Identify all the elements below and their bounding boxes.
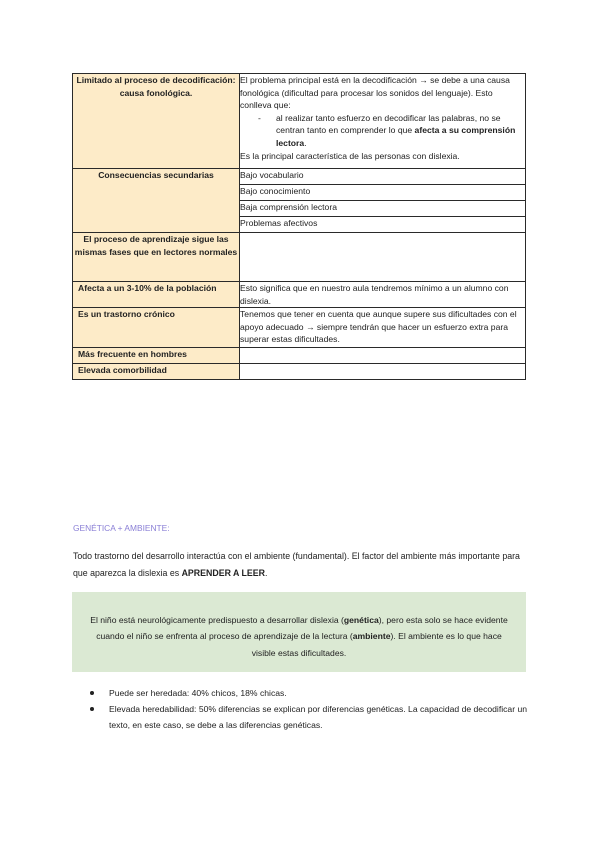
table-row bbox=[73, 169, 526, 185]
list-item: Elevada heredabilidad: 50% diferencias se explican por diferencias genéticas. La capacidad de decodificar un texto, en este caso, se debe a las diferencias genéticas. bbox=[73, 701, 533, 733]
intro-text: Todo trastorno del desarrollo interactúa con el ambiente (fundamental). El factor del ambiente más importante para que aparezca la dislexia es bbox=[73, 551, 520, 578]
row-value bbox=[240, 74, 526, 169]
sub-list bbox=[240, 112, 525, 150]
sub-list-item bbox=[258, 112, 525, 150]
row-value bbox=[240, 217, 526, 233]
row-label-text: Es un trastorno crónico bbox=[78, 309, 175, 320]
row-value-text: Baja comprensión lectora bbox=[240, 202, 337, 212]
row-label bbox=[73, 364, 240, 380]
row-value bbox=[240, 169, 526, 185]
table-row bbox=[73, 233, 526, 282]
row-label bbox=[73, 308, 240, 348]
row-label-text: Afecta a un 3-10% de la población bbox=[78, 283, 217, 293]
row-label bbox=[73, 233, 240, 282]
row-value-text: Esto significa que en nuestro aula tendremos mínimo a un alumno con dislexia. bbox=[240, 283, 509, 306]
sub-item-text: al realizar tanto esfuerzo en decodificar las palabras, no se centran tanto en comprender lo que bbox=[276, 112, 501, 136]
row-label bbox=[73, 348, 240, 364]
callout-text-3: ). El ambiente es lo que hace visible estas dificultades. bbox=[251, 631, 502, 658]
intro-tail: . bbox=[264, 567, 268, 578]
row-label bbox=[73, 169, 240, 233]
row-label-text: Elevada comorbilidad bbox=[78, 365, 167, 376]
row-value bbox=[240, 201, 526, 217]
row-value bbox=[240, 348, 526, 364]
table-row bbox=[73, 282, 526, 308]
row-value bbox=[240, 364, 526, 380]
row-value bbox=[240, 282, 526, 308]
row-label-text: Más frecuente en hombres bbox=[78, 349, 187, 360]
callout-bold-genetica: genética bbox=[343, 615, 379, 625]
row-label-text: El proceso de aprendizaje sigue las mismas fases que en lectores normales bbox=[74, 234, 238, 257]
row-value bbox=[240, 308, 526, 348]
row-value-text: Problemas afectivos bbox=[240, 218, 318, 228]
callout-text: El niño está neurológicamente predispuesto a desarrollar dislexia ( bbox=[90, 615, 344, 625]
table-row bbox=[73, 348, 526, 364]
row-value-text: Bajo conocimiento bbox=[240, 186, 311, 196]
row-label-text: Consecuencias secundarias bbox=[98, 170, 214, 180]
sub-item-tail: . bbox=[304, 137, 307, 148]
row-value-text: El problema principal está en la decodificación → se debe a una causa fonológica (dificultad para procesar los sonidos del lenguaje). Esto conlleva que: bbox=[240, 75, 510, 111]
intro-paragraph bbox=[73, 548, 533, 581]
section-title: GENÉTICA + AMBIENTE: bbox=[73, 523, 170, 533]
dyslexia-characteristics-table bbox=[72, 73, 526, 380]
row-value bbox=[240, 185, 526, 201]
callout-bold-ambiente: ambiente bbox=[352, 631, 391, 642]
row-label-text: Limitado al proceso de decodificación: causa fonológica. bbox=[76, 75, 236, 98]
table-row bbox=[73, 364, 526, 380]
list-item: Puede ser heredada: 40% chicos, 18% chicas. bbox=[73, 685, 533, 701]
row-value-text-2: Es la principal característica de las personas con dislexia. bbox=[240, 150, 460, 161]
table-row bbox=[73, 74, 526, 169]
callout-box bbox=[72, 592, 526, 672]
sub-item-bold: afecta a su comprensión lectora bbox=[276, 125, 516, 148]
intro-bold: APRENDER A LEER bbox=[181, 567, 265, 578]
row-value-text: Tenemos que tener en cuenta que aunque supere sus dificultades con el apoyo adecuado → siempre tendrán que hacer un esfuerzo extra para superar estas dificultades. bbox=[240, 309, 517, 345]
row-value bbox=[240, 233, 526, 282]
bullet-list bbox=[73, 685, 533, 733]
row-label bbox=[73, 282, 240, 308]
row-value-text: Bajo vocabulario bbox=[240, 170, 304, 180]
table-row bbox=[73, 308, 526, 348]
row-label bbox=[73, 74, 240, 169]
callout-text-2: ), pero esta solo se hace evidente cuando el niño se enfrenta al proceso de aprendizaje de la lectura ( bbox=[96, 615, 508, 642]
